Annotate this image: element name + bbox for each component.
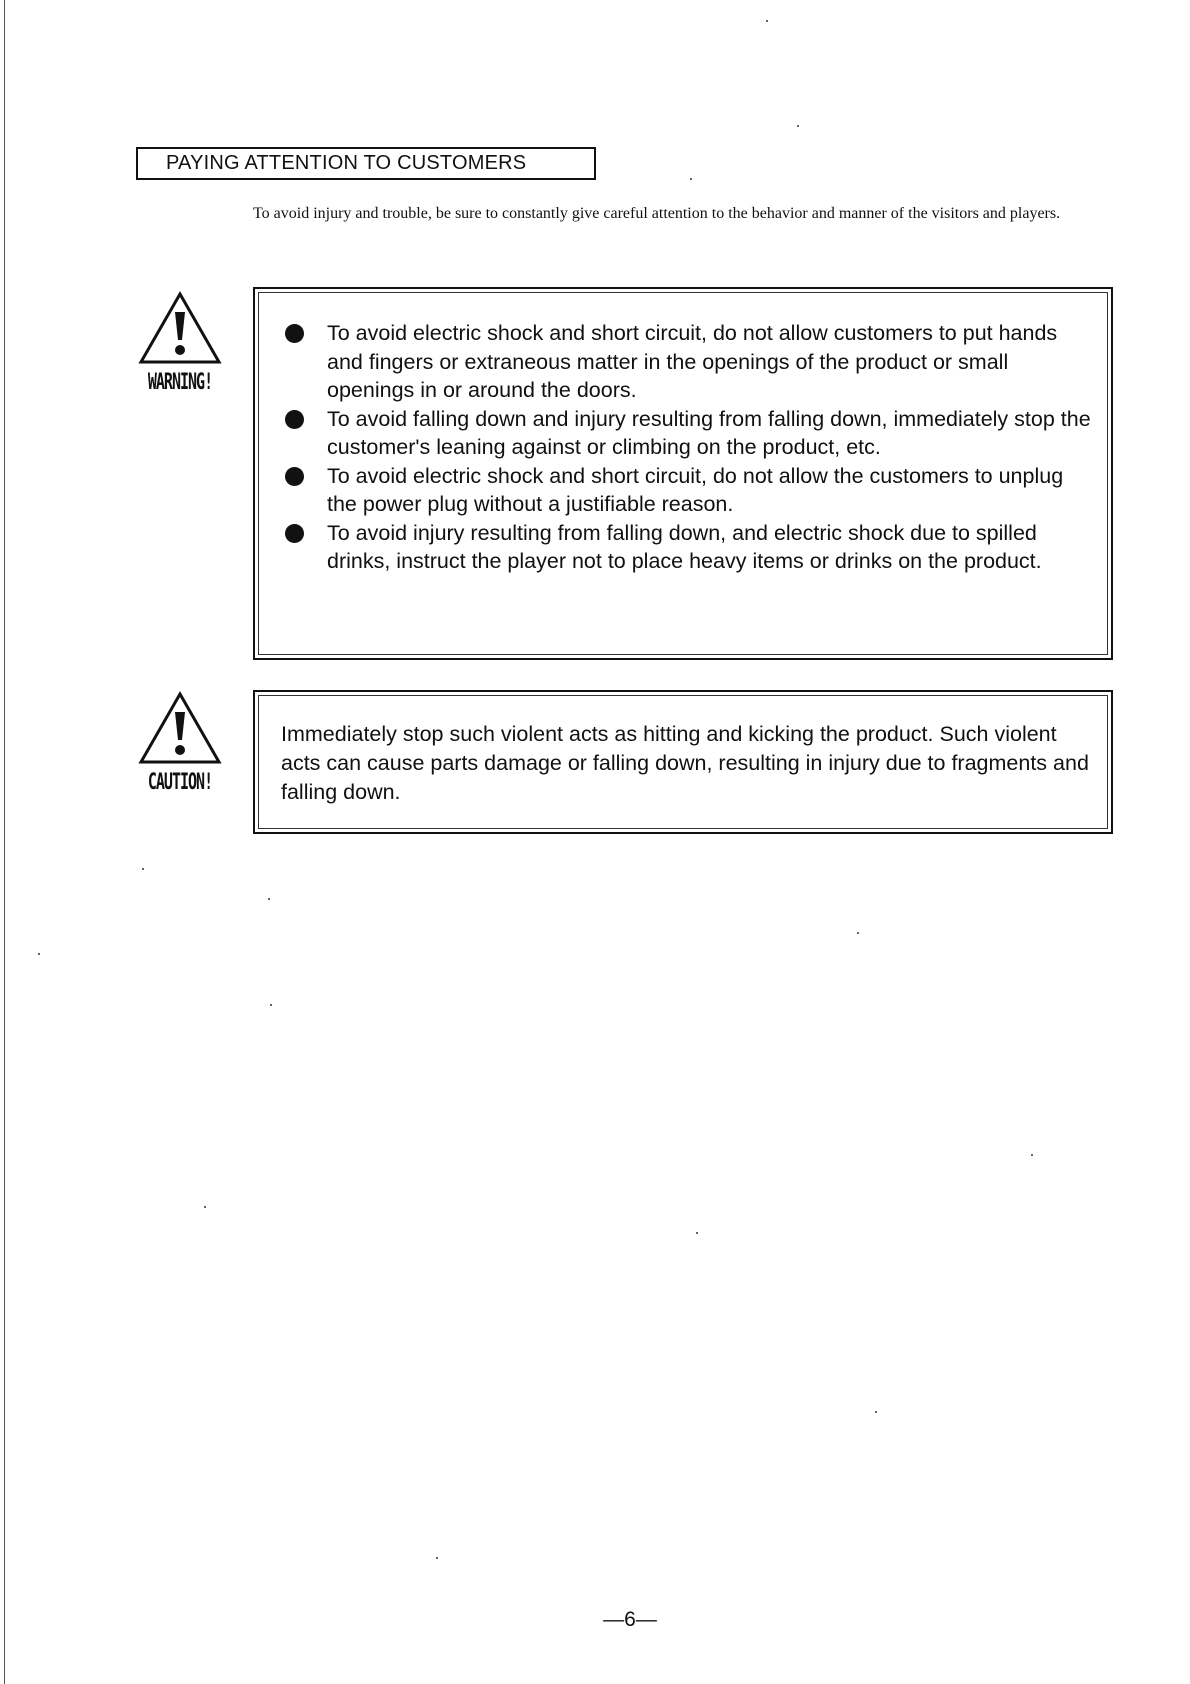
warning-list xyxy=(255,289,1111,576)
caution-triangle-icon xyxy=(137,690,223,766)
speck xyxy=(696,1232,698,1234)
caution-label: CAUTION! xyxy=(147,768,213,795)
warning-item-text: To avoid electric shock and short circuit, do not allow customers to put hands and fingers or extraneous matter in the openings of the product or small openings in or around the doors. xyxy=(327,321,1058,402)
speck xyxy=(690,178,692,180)
speck xyxy=(142,868,144,870)
warning-item xyxy=(285,319,1091,405)
caution-text: Immediately stop such violent acts as hitting and kicking the product. Such violent acts can cause parts damage or falling down, resulting in injury due to fragments and falling down. xyxy=(281,722,1089,804)
warning-item-text: To avoid injury resulting from falling down, and electric shock due to spilled drinks, instruct the player not to place heavy items or drinks on the product. xyxy=(327,520,1042,573)
bullet-icon xyxy=(285,467,304,486)
speck xyxy=(38,953,40,955)
speck xyxy=(436,1557,438,1559)
warning-item xyxy=(285,462,1091,519)
section-title: PAYING ATTENTION TO CUSTOMERS xyxy=(136,147,596,180)
warning-triangle-icon xyxy=(137,290,223,366)
speck xyxy=(857,932,859,934)
speck xyxy=(875,1411,877,1413)
intro-paragraph: To avoid injury and trouble, be sure to constantly give careful attention to the behavior and manner of the visitors and players. xyxy=(253,205,1061,222)
caution-symbol xyxy=(130,690,230,795)
speck xyxy=(270,1004,272,1006)
page-number: —6— xyxy=(603,1608,657,1631)
speck xyxy=(1031,1154,1033,1156)
warning-item-text: To avoid falling down and injury resulting from falling down, immediately stop the customer's leaning against or climbing on the product, etc. xyxy=(327,406,1091,459)
warning-item-text: To avoid electric shock and short circuit, do not allow the customers to unplug the power plug without a justifiable reason. xyxy=(327,463,1064,516)
speck xyxy=(268,898,270,900)
speck xyxy=(766,20,768,22)
bullet-icon xyxy=(285,410,304,429)
caution-box xyxy=(253,690,1113,834)
speck xyxy=(797,125,799,127)
binding-edge-line xyxy=(4,0,5,1684)
warning-item xyxy=(285,405,1091,462)
warning-box xyxy=(253,287,1113,660)
bullet-icon xyxy=(285,524,304,543)
bullet-icon xyxy=(285,324,304,343)
warning-symbol xyxy=(130,290,230,395)
warning-label: WARNING! xyxy=(147,368,213,395)
warning-item xyxy=(285,519,1091,576)
speck xyxy=(204,1206,206,1208)
